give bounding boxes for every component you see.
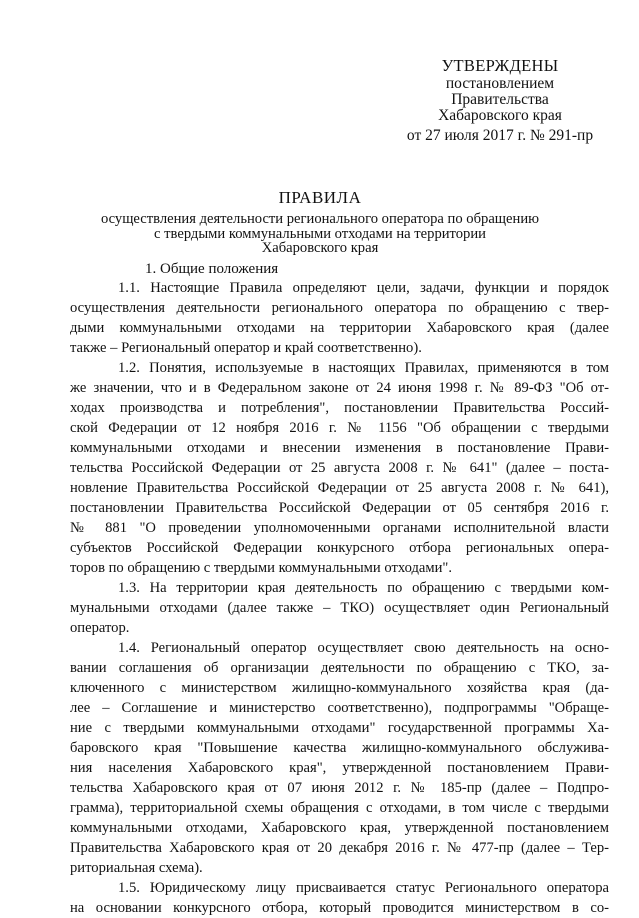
paragraph-line: риториальная схема). [70,860,203,876]
paragraph-line: грамма), территориальной схемы обращения с отходами, в том числе с твердыми [70,800,609,816]
paragraph-line: ние с твердыми коммунальными отходами" государственной программы Ха- [70,720,609,736]
paragraph-line: оператор. [70,620,130,636]
paragraph-line: баровского края "Повышение качества жилищно-коммунального обслужива- [70,740,609,756]
section-heading: 1. Общие положения [145,261,279,277]
paragraph-line: коммунальными отходами, Хабаровского края, утвержденной постановлением [70,820,609,836]
paragraph-line: дыми коммунальными отходами на территории Хабаровского края (далее [70,320,609,336]
paragraph-line: тельства Российской Федерации от 25 августа 2008 г. № 641" (далее – поста- [70,460,609,476]
paragraph-line: ключенного с министерством жилищно-коммунального хозяйства края (да- [70,680,609,696]
paragraph [70,358,609,578]
paragraph-line: коммунальными отходами и внесении изменения в постановление Прави- [70,440,609,456]
paragraph-line: ской Федерации от 12 ноября 2016 г. № 1156 "Об обращении с твердыми [70,420,609,436]
paragraph-line: также – Региональный оператор и край соответственно). [70,340,422,356]
paragraph-line: мунальными отходами (далее также – ТКО) осуществляет один Региональный [70,600,609,616]
paragraph-line: осуществления деятельности регионального оператора по обращению с твер- [70,300,609,316]
paragraph-line: 1.3. На территории края деятельность по обращению с твердыми ком- [118,580,609,596]
title-subtitle [100,212,540,256]
paragraph-line: вании соглашения об организации деятельности по обращению с ТКО, за- [70,660,609,676]
paragraph [70,278,609,358]
approval-line: постановлением [445,75,555,92]
paragraph-line: ния населения Хабаровского края", утвержденной постановлением Прави- [70,760,609,776]
paragraph-line: новление Правительства Российской Федерации от 25 августа 2008 г. № 641), [70,480,609,496]
document-body [70,278,609,918]
paragraph-line: № 881 "О проведении уполномоченными органами исполнительной власти [70,520,609,536]
paragraph-line: постановлении Правительства Российской Федерации от 05 сентября 2016 г. [70,500,609,516]
paragraph-line: же значении, что и в Федеральном законе от 24 июня 1998 г. № 89-ФЗ "Об от- [70,380,609,396]
paragraph-line: субъектов Российской Федерации конкурсного отбора региональных опера- [70,540,609,556]
document-title [100,188,540,256]
paragraph [70,638,609,878]
approval-line: Правительства [451,91,549,108]
title-main: ПРАВИЛА [278,188,362,207]
title-subtitle-line: Хабаровского края [261,240,379,256]
paragraph-line: 1.2. Понятия, используемые в настоящих Правилах, применяются в том [118,360,609,376]
paragraph-line: 1.5. Юридическому лицу присваивается статус Регионального оператора [118,880,609,896]
paragraph [70,878,609,918]
paragraph-line: торов по обращению с твердыми коммунальными отходами". [70,560,453,576]
paragraph-line: лее – Соглашение и министерство соответственно), подпрограммы "Обраще- [70,700,609,716]
approval-heading: УТВЕРЖДЕНЫ [441,56,559,75]
paragraph-line: Правительства Хабаровского края от 20 декабря 2016 г. № 477-пр (далее – Тер- [70,840,609,856]
title-subtitle-line: осуществления деятельности регионального оператора по обращению [100,211,540,227]
title-subtitle-line: с твердыми коммунальными отходами на территории [154,225,486,242]
paragraph-line: 1.1. Настоящие Правила определяют цели, задачи, функции и порядок [118,280,609,296]
paragraph-line: тельства Хабаровского края от 07 июня 2012 г. № 185-пр (далее – Подпро- [70,780,609,796]
approval-stamp [380,58,620,144]
approval-date: от 27 июля 2017 г. № 291-пр [406,127,594,144]
paragraph-line: на основании конкурсного отбора, который проводится министерством в со- [70,900,609,916]
paragraph [70,578,609,638]
paragraph-line: 1.4. Региональный оператор осуществляет свою деятельность на осно- [118,640,609,656]
approval-line: Хабаровского края [438,107,562,124]
paragraph-line: ходах производства и потребления", постановлении Правительства Россий- [70,400,609,416]
